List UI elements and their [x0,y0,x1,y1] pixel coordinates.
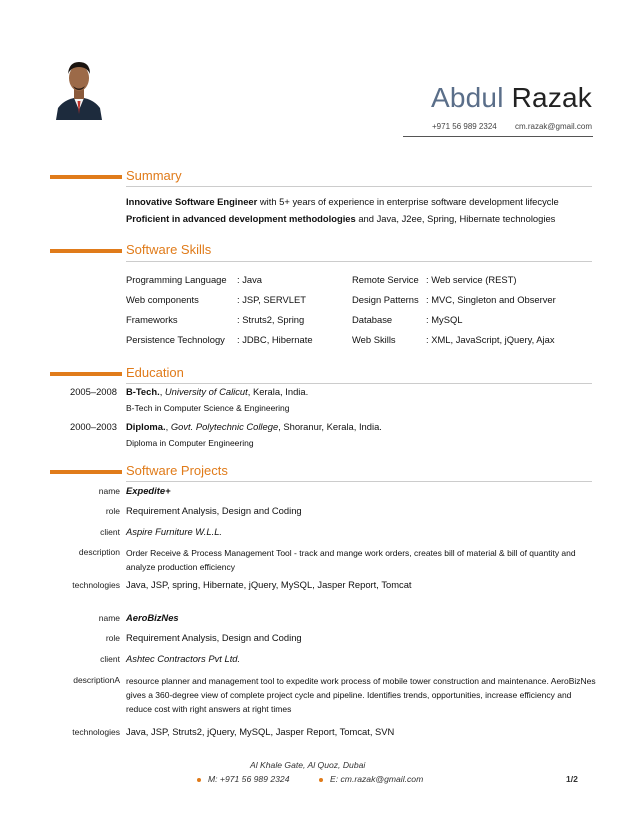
project-role: Requirement Analysis, Design and Coding [126,632,302,643]
projects-accent-bar [50,470,122,474]
skill-value: : JSP, SERVLET [237,294,306,305]
bullet-dot-icon [319,778,323,782]
projects-divider [126,481,592,482]
skill-value: : MVC, Singleton and Observer [426,294,556,305]
education-place: , Shoranur, Kerala, India. [278,421,382,432]
project-client: Aspire Furniture W.L.L. [126,526,223,537]
project-label-technologies: technologies [72,580,120,590]
footer-mobile-text: M: +971 56 989 2324 [208,774,290,784]
project-label-client: client [100,654,120,664]
header-phone: +971 56 989 2324 [432,122,497,131]
bullet-dot-icon [197,778,201,782]
skill-value: : MySQL [426,314,463,325]
footer-email-text[interactable]: E: cm.razak@gmail.com [330,774,424,784]
skills-divider [126,261,592,262]
summary-line-1 [126,196,559,207]
project-label-technologies: technologies [72,727,120,737]
project-technologies: Java, JSP, Struts2, jQuery, MySQL, Jasper Report, Tomcat, SVN [126,726,395,737]
footer-mobile [197,774,289,784]
skill-key: Web components [126,294,199,305]
project-label-client: client [100,527,120,537]
project-label-name: name [98,486,120,496]
header-contact [432,122,592,131]
projects-heading: Software Projects [126,463,228,478]
first-name: Abdul [431,82,504,113]
summary-divider [126,186,592,187]
education-sep: , [165,421,171,432]
education-institution: Govt. Polytechnic College [170,421,279,432]
education-place: , Kerala, India. [247,386,309,397]
summary-line-2 [126,213,555,224]
education-entry [126,421,382,432]
summary-line-2-bold: Proficient in advanced development methodologies [126,213,356,224]
summary-line-1-bold: Innovative Software Engineer [126,196,258,207]
education-detail: B-Tech in Computer Science & Engineering [126,403,290,413]
education-heading: Education [126,365,184,380]
last-name: Razak [511,82,592,113]
education-years: 2005–2008 [70,386,117,397]
skill-value: : XML, JavaScript, jQuery, Ajax [426,334,555,345]
profile-photo-image [52,50,106,120]
education-degree: Diploma. [126,421,166,432]
education-institution: University of Calicut [164,386,248,397]
summary-accent-bar [50,175,122,179]
summary-line-2-rest: and Java, J2ee, Spring, Hibernate technologies [355,213,556,224]
profile-photo [52,50,106,120]
project-role: Requirement Analysis, Design and Coding [126,505,302,516]
education-years: 2000–2003 [70,421,117,432]
skills-heading: Software Skills [126,242,212,257]
skills-accent-bar [50,249,122,253]
header-email[interactable]: cm.razak@gmail.com [514,122,592,131]
education-degree: B-Tech. [126,386,160,397]
footer-address: Al Khale Gate, Al Quoz, Dubai [250,760,366,770]
project-name: AeroBizNes [126,612,179,623]
header-divider [403,136,593,137]
skill-value: : Struts2, Spring [237,314,305,325]
skill-key: Web Skills [352,334,396,345]
education-entry [126,386,308,397]
summary-heading: Summary [126,168,182,183]
project-label-name: name [98,613,120,623]
project-description: Order Receive & Process Management Tool - track and mange work orders, creates bill of material & bill of quantity and analyze production efficiency [126,548,576,572]
education-accent-bar [50,372,122,376]
skill-value: : Web service (REST) [426,274,517,285]
project-label-description: description [78,547,120,557]
skill-value: : JDBC, Hibernate [237,334,313,345]
page-number: 1/2 [566,774,578,784]
project-description: resource planner and management tool to expedite work process of mobile tower construction and maintenance. AeroBizNes gives a 360-degree view of complete project cycle and pipeline. Identifies trends, opportunities, increase efficiency and reduce cost with right answers at right times [126,676,596,714]
project-client: Ashtec Contractors Pvt Ltd. [126,653,241,664]
summary-line-1-rest: with 5+ years of experience in enterprise software development lifecycle [257,196,559,207]
skill-key: Programming Language [126,274,227,285]
footer-email [319,774,423,784]
project-name: Expedite+ [126,485,171,496]
skill-key: Frameworks [126,314,178,325]
candidate-name [431,82,592,114]
skill-value: : Java [237,274,263,285]
education-sep: , [159,386,165,397]
project-technologies: Java, JSP, spring, Hibernate, jQuery, MySQL, Jasper Report, Tomcat [126,579,412,590]
skill-key: Design Patterns [352,294,419,305]
education-divider [126,383,592,384]
education-detail: Diploma in Computer Engineering [126,438,254,448]
project-label-role: role [105,633,120,643]
skill-key: Database [352,314,393,325]
skill-key: Persistence Technology [126,334,225,345]
project-label-role: role [105,506,120,516]
skill-key: Remote Service [352,274,419,285]
project-label-description: descriptionA [73,675,120,685]
